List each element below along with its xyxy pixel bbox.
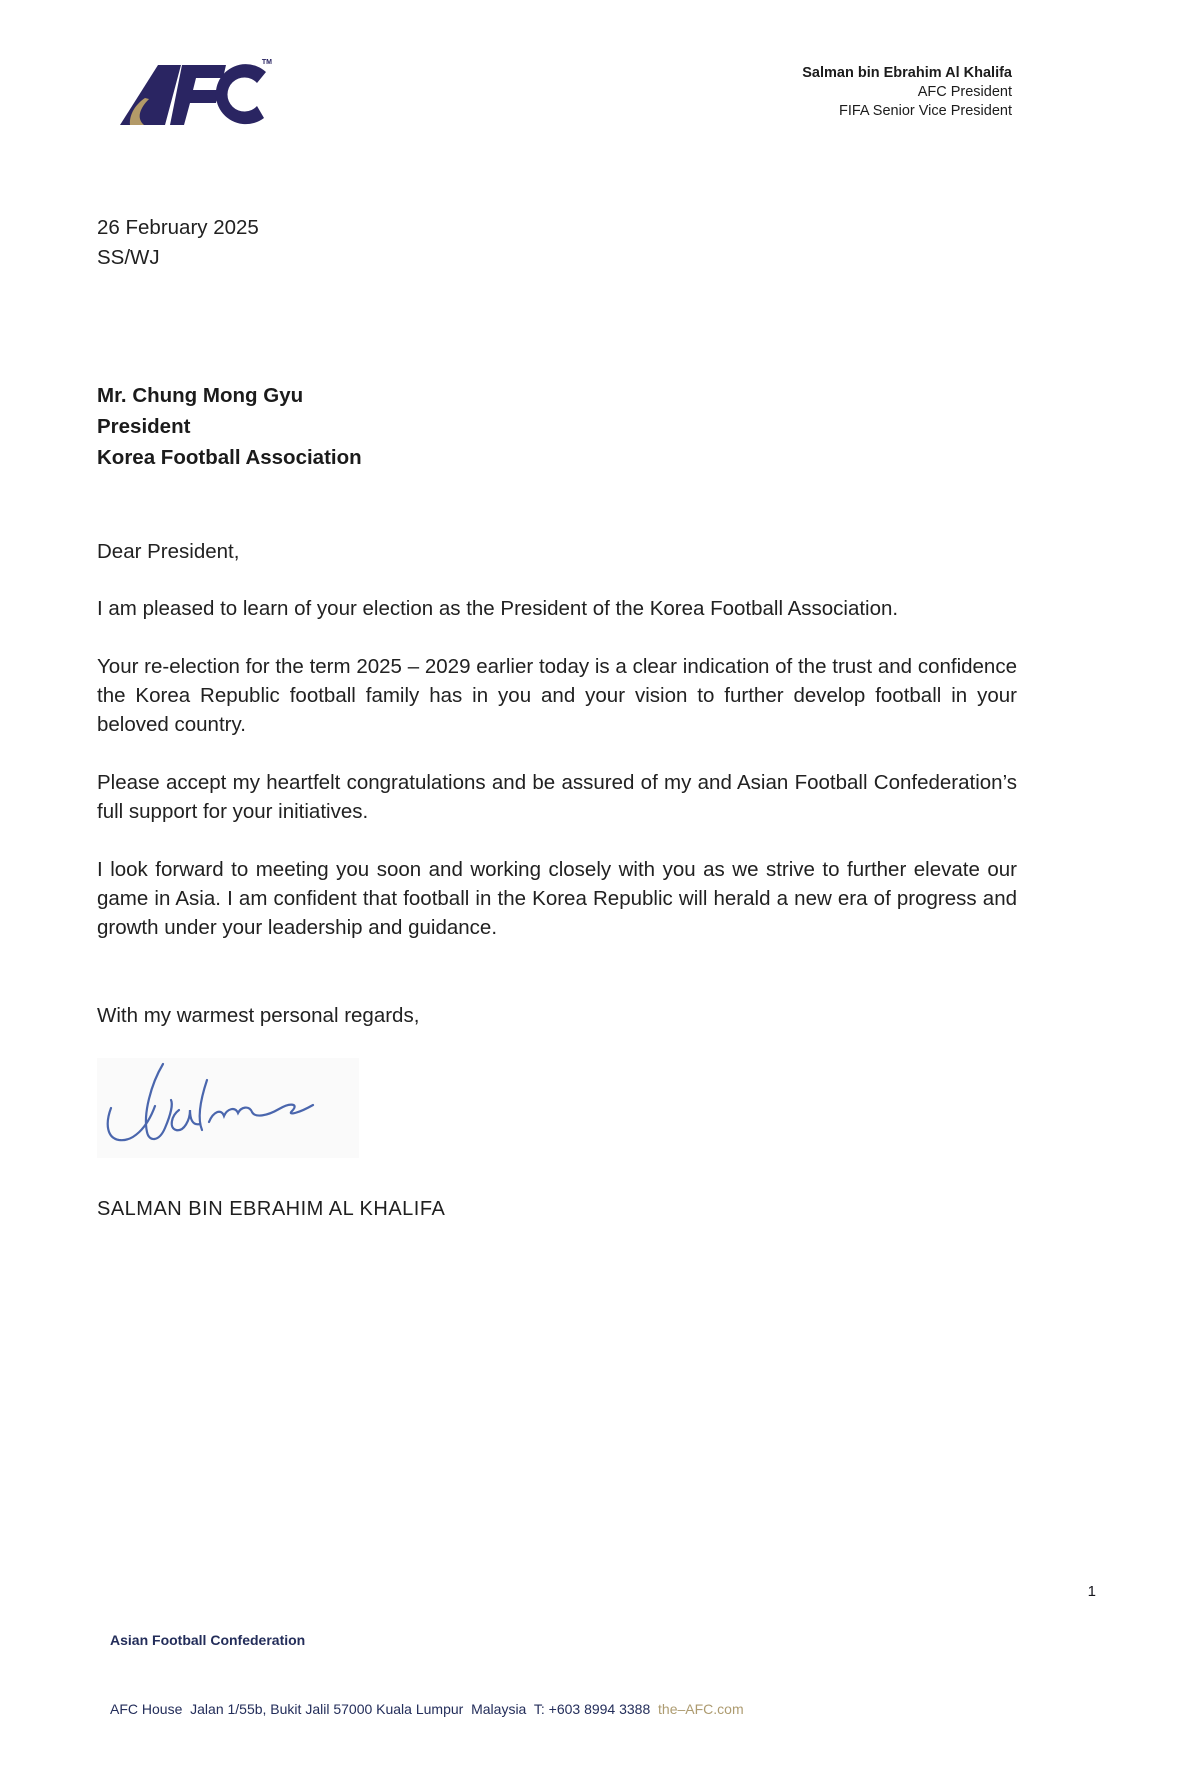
letter-body bbox=[97, 537, 1017, 1224]
sender-block bbox=[802, 64, 1012, 121]
sender-name: Salman bin Ebrahim Al Khalifa bbox=[802, 65, 1012, 81]
footer-address: AFC House Jalan 1/55b, Bukit Jalil 57000 Kuala Lumpur Malaysia T: +603 8994 3388 bbox=[110, 1701, 659, 1717]
trademark-symbol: TM bbox=[261, 59, 272, 66]
signature-image bbox=[97, 1058, 359, 1158]
footer bbox=[110, 1583, 744, 1767]
letter-date: 26 February 2025 bbox=[97, 216, 259, 239]
paragraph-2: Your re-election for the term 2025 – 2029 earlier today is a clear indication of the trust and confidence the Korea Republic football family has in you and your vision to further develop football in your beloved country. bbox=[97, 655, 1017, 736]
date-block bbox=[97, 213, 259, 273]
paragraph-1: I am pleased to learn of your election as the President of the Korea Football Association. bbox=[97, 597, 899, 620]
afc-logo-icon bbox=[118, 62, 270, 130]
closing-line: With my warmest personal regards, bbox=[97, 1004, 420, 1027]
recipient-block bbox=[97, 380, 362, 473]
recipient-name: Mr. Chung Mong Gyu bbox=[97, 384, 304, 407]
afc-logo bbox=[118, 59, 272, 130]
page-number: 1 bbox=[1087, 1583, 1096, 1600]
signatory-name: SALMAN BIN EBRAHIM AL KHALIFA bbox=[97, 1198, 446, 1220]
footer-website-link[interactable]: the–AFC.com bbox=[658, 1701, 744, 1717]
sender-title-afc: AFC President bbox=[917, 84, 1012, 100]
footer-organization: Asian Football Confederation bbox=[110, 1632, 306, 1648]
footer-address-line bbox=[110, 1698, 744, 1721]
recipient-organization: Korea Football Association bbox=[97, 446, 362, 469]
handwritten-signature-icon bbox=[97, 1058, 359, 1158]
reference-code: SS/WJ bbox=[97, 246, 160, 269]
paragraph-4: I look forward to meeting you soon and working closely with you as we strive to further elevate our game in Asia. I am confident that football in the Korea Republic will herald a new era of progress and growth under your leadership and guidance. bbox=[97, 858, 1017, 939]
paragraph-3: Please accept my heartfelt congratulations and be assured of my and Asian Football Confederation’s full support for your initiatives. bbox=[97, 771, 1017, 823]
sender-title-fifa: FIFA Senior Vice President bbox=[838, 103, 1012, 119]
recipient-title: President bbox=[97, 415, 191, 438]
salutation: Dear President, bbox=[97, 540, 240, 563]
